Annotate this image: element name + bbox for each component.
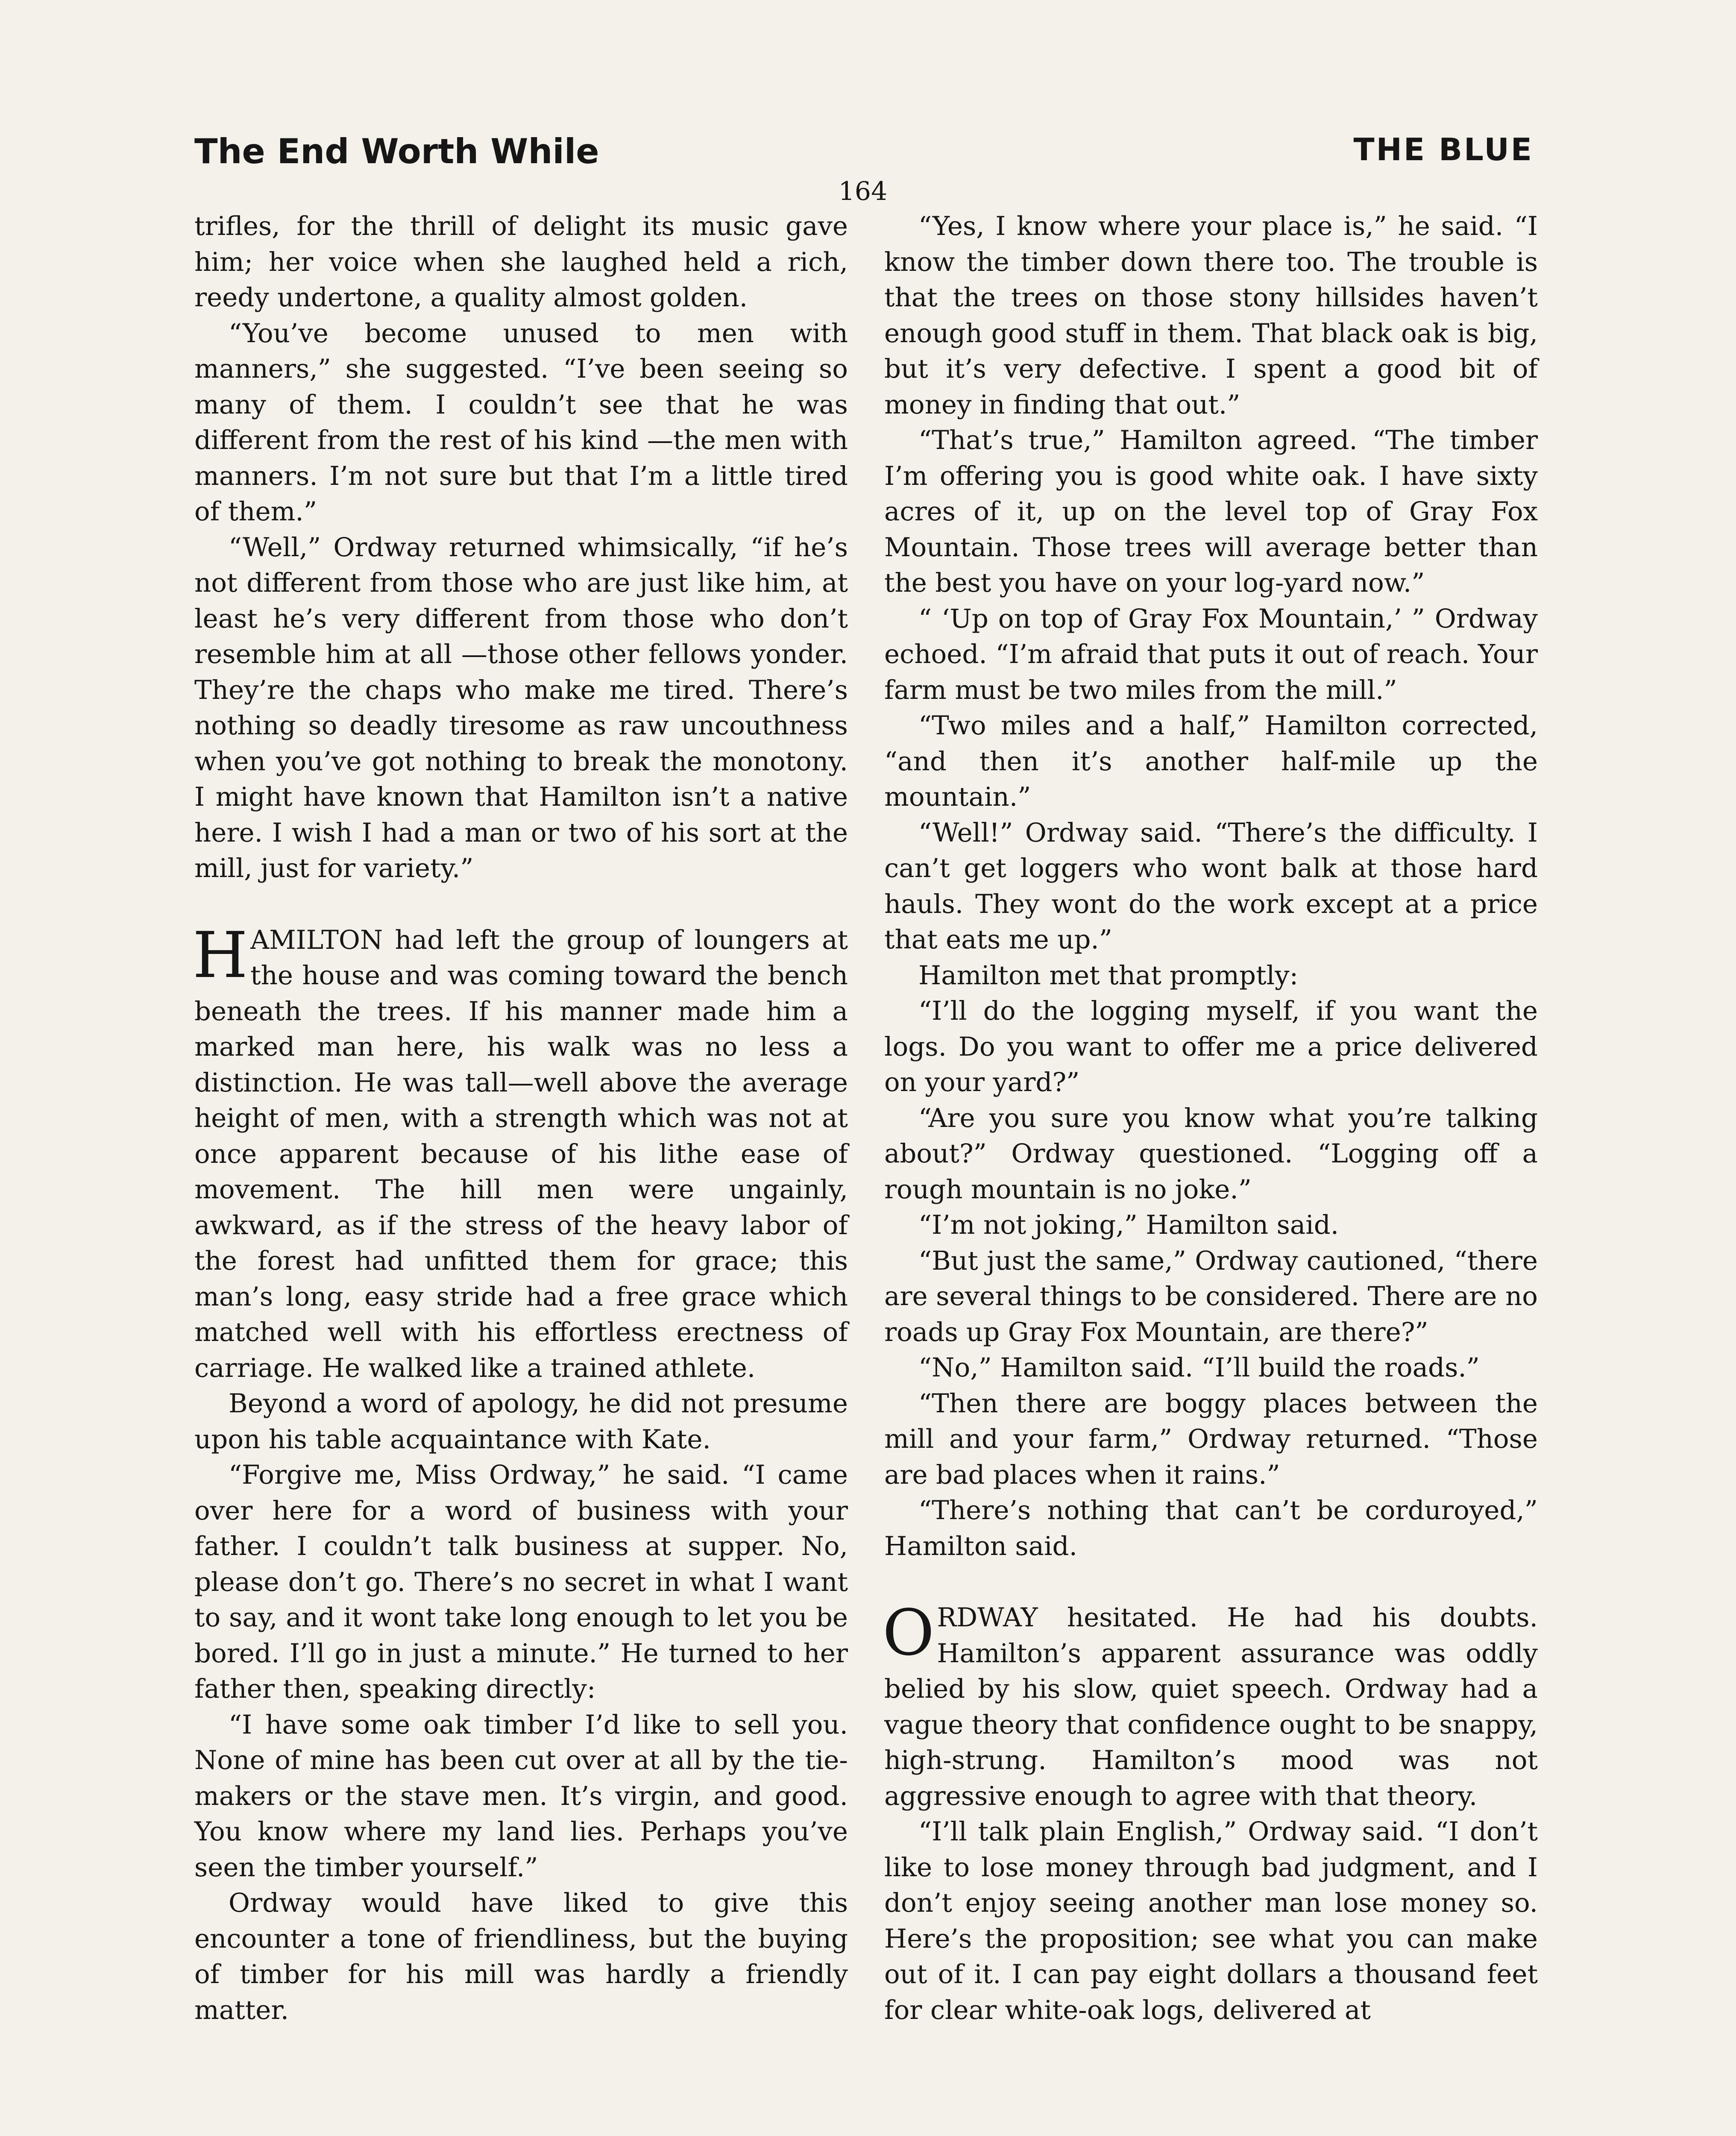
paragraph: “But just the same,” Ordway cautioned, “there are several things to be considered. There are no roads up Gray Fox Mountain, are there?” <box>884 1245 1538 1347</box>
paragraph: “Are you sure you know what you’re talking about?” Ordway questioned. “Logging off a rough mountain is no joke.” <box>884 1103 1538 1205</box>
section-paragraph <box>193 918 848 1386</box>
paragraph: “I have some oak timber I’d like to sell you. None of mine has been cut over at all by the tie-makers or the stave men. It’s virgin, and good. You know where my land lies. Perhaps you’ve seen the timber yourself.” <box>194 1709 848 1883</box>
drop-cap: O <box>883 1596 935 1669</box>
paragraph-text: RDWAY hesitated. He had his doubts. Hamilton’s apparent assurance was oddly belied by his slow, quiet speech. Ordway had a vague theory that confidence ought to be snappy, high-strung. Hamilton’s mood was not aggressive enough to agree with that theory. <box>884 1602 1538 1811</box>
magazine-title: THE BLUE <box>1353 132 1534 167</box>
paragraph: “Well,” Ordway returned whimsically, “if he’s not different from those who are just like him, at least he’s very different from those who don’t resemble him at all —those other fellows yonder. They’re the chaps who make me tired. There’s nothing so deadly tiresome as raw uncouthness when you’ve got nothing to break the monotony. I might have known that Hamilton isn’t a native here. I wish I had a man or two of his sort at the mill, just for variety.” <box>194 532 848 883</box>
paragraph: Ordway would have liked to give this encounter a tone of friendliness, but the buying of timber for his mill was hardly a friendly matter. <box>194 1888 848 2025</box>
paragraph: “Yes, I know where your place is,” he said. “I know the timber down there too. The trouble is that the trees on those stony hillsides haven’t enough good stuff in them. That black oak is big, but it’s very defective. I spent a good bit of money in finding that out.” <box>884 211 1538 420</box>
paragraph: “I’m not joking,” Hamilton said. <box>918 1210 1339 1240</box>
left-column <box>194 208 848 2028</box>
paragraph: “ ‘Up on top of Gray Fox Mountain,’ ” Ordway echoed. “I’m afraid that puts it out of reach. Your farm must be two miles from the mill.” <box>884 603 1538 705</box>
paragraph: “No,” Hamilton said. “I’ll build the roads.” <box>918 1353 1480 1383</box>
right-column <box>884 208 1538 2028</box>
paragraph: “Then there are boggy places between the mill and your farm,” Ordway returned. “Those are bad places when it rains.” <box>884 1388 1538 1490</box>
paragraph: “I’ll talk plain English,” Ordway said. “I don’t like to lose money through bad judgment, and I don’t enjoy seeing another man lose money so. Here’s the proposition; see what you can make out of it. I can pay eight dollars a thousand feet for clear white-oak logs, delivered at <box>884 1816 1538 2025</box>
paragraph: Beyond a word of apology, he did not presume upon his table acquaintance with Kate. <box>194 1388 848 1455</box>
paragraph: “Two miles and a half,” Hamilton corrected, “and then it’s another half-mile up the mountain.” <box>884 710 1538 812</box>
story-title: The End Worth While <box>194 132 599 171</box>
paragraph: trifles, for the thrill of delight its music gave him; her voice when she laughed held a rich, reedy undertone, a quality almost golden. <box>194 211 848 313</box>
paragraph: “Well!” Ordway said. “There’s the difficulty. I can’t get loggers who wont balk at those hard hauls. They wont do the work except at a price that eats me up.” <box>884 817 1538 955</box>
paragraph-text: AMILTON had left the group of loungers at the house and was coming toward the bench beneath the trees. If his manner made him a marked man here, his walk was no less a distinction. He was tall—well above the average height of men, with a strength which was not at once apparent because of his lithe ease of movement. The hill men were ungainly, awkward, as if the stress of the heavy labor of the forest had unfitted them for grace; this man’s long, easy stride had a free grace which matched well with his effortless erectness of carriage. He walked like a trained athlete. <box>194 924 848 1383</box>
drop-cap: H <box>193 918 248 992</box>
paragraph: “There’s nothing that can’t be corduroyed,” Hamilton said. <box>884 1495 1538 1561</box>
paragraph: “You’ve become unused to men with manners,” she suggested. “I’ve been seeing so many of them. I couldn’t see that he was different from the rest of his kind —the men with manners. I’m not sure but that I’m a little tired of them.” <box>194 318 848 527</box>
page-number: 164 <box>838 176 888 206</box>
section-paragraph <box>883 1596 1538 1814</box>
paragraph: “I’ll do the logging myself, if you want the logs. Do you want to offer me a price delivered on your yard?” <box>884 996 1538 1097</box>
paragraph: “Forgive me, Miss Ordway,” he said. “I came over here for a word of business with your father. I couldn’t talk business at supper. No, please don’t go. There’s no secret in what I want to say, and it wont take long enough to let you be bored. I’ll go in just a minute.” He turned to her father then, speaking directly: <box>194 1460 848 1704</box>
paragraph: Hamilton met that promptly: <box>918 960 1299 991</box>
paragraph: “That’s true,” Hamilton agreed. “The timber I’m offering you is good white oak. I have sixty acres of it, up on the level top of Gray Fox Mountain. Those trees will average better than the best you have on your log-yard now.” <box>884 425 1538 598</box>
